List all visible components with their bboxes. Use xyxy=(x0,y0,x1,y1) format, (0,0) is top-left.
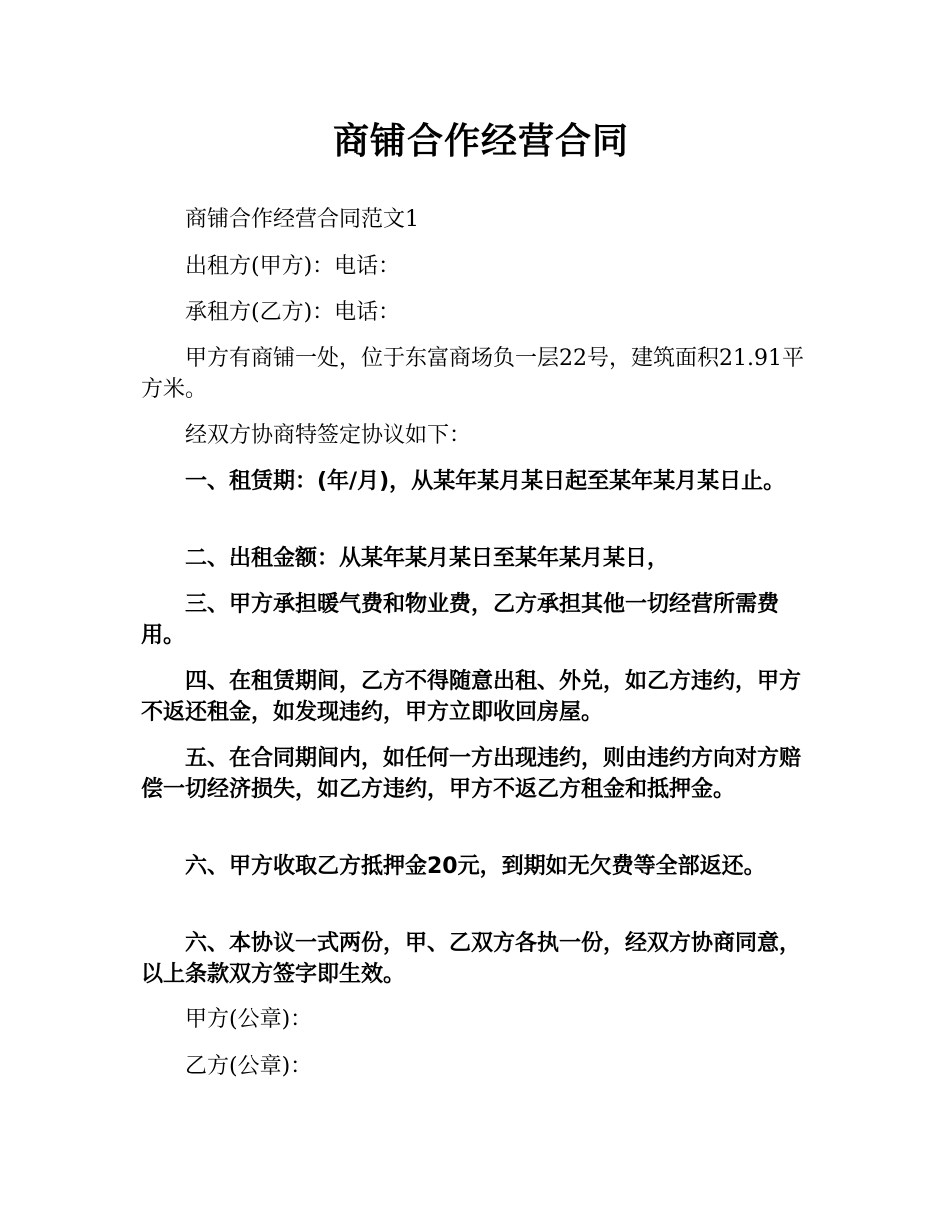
document-title: 商铺合作经营合同 xyxy=(332,121,629,162)
clause-3-expenses: 三、甲方承担暖气费和物业费，乙方承担其他一切经营所需费用。 xyxy=(141,592,780,648)
paragraph-agreement-intro: 经双方协商特签定协议如下： xyxy=(185,423,472,448)
paragraph-lessor: 出租方(甲方)：电话： xyxy=(185,254,401,279)
clause-1-lease-term: 一、租赁期：(年/月)，从某年某月某日起至某年某月某日止。 xyxy=(185,469,786,494)
signature-party-b: 乙方(公章)： xyxy=(185,1054,313,1079)
clause-7-copies: 六、本协议一式两份，甲、乙双方各执一份，经双方协商同意，以上条款双方签字即生效。 xyxy=(141,931,802,987)
clause-4-subletting: 四、在租赁期间，乙方不得随意出租、外兑，如乙方违约，甲方不返还租金，如发现违约，甲方立即收回房屋。 xyxy=(141,669,802,725)
clause-6-deposit: 六、甲方收取乙方抵押金20元，到期如无欠费等全部返还。 xyxy=(185,854,766,879)
paragraph-premises: 甲方有商铺一处，位于东富商场负一层22号，建筑面积21.91平方米。 xyxy=(141,346,804,402)
clause-5-breach: 五、在合同期间内，如任何一方出现违约，则由违约方向对方赔偿一切经济损失，如乙方违约，甲方不返乙方租金和抵押金。 xyxy=(141,746,802,802)
paragraph-lessee: 承租方(乙方)：电话： xyxy=(185,300,401,325)
clause-2-rent-amount: 二、出租金额：从某年某月某日至某年某月某日， xyxy=(185,546,670,571)
paragraph-subtitle: 商铺合作经营合同范文1 xyxy=(185,207,419,232)
signature-party-a: 甲方(公章)： xyxy=(185,1007,313,1032)
